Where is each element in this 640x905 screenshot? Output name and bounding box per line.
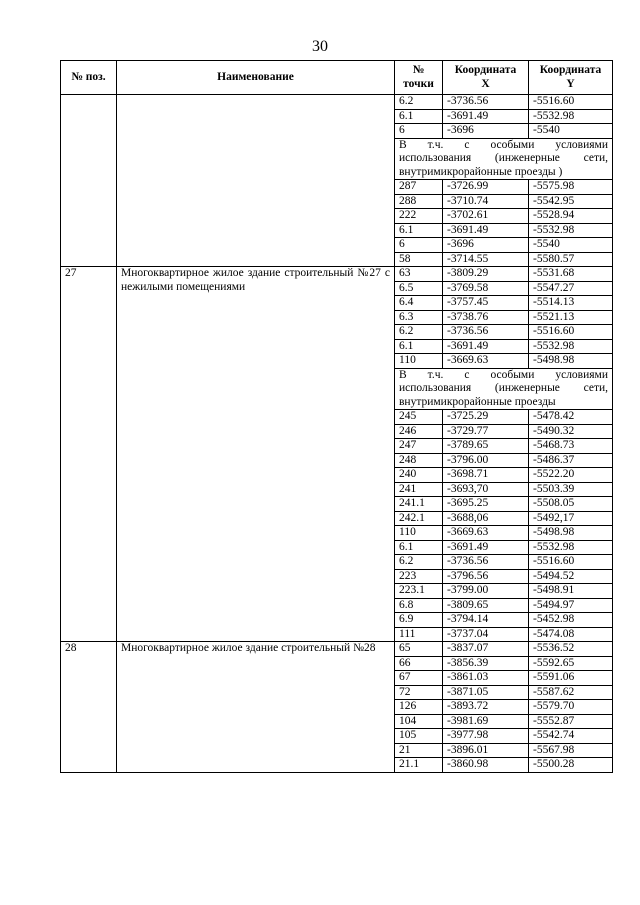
note-line: внутримикрорайонные проезды: [399, 395, 556, 408]
coordinate-x: -3809.65: [443, 598, 529, 613]
point-number: 245: [395, 410, 443, 425]
point-number: 248: [395, 453, 443, 468]
note-line: использования (инженерные сети,: [399, 382, 608, 394]
coordinate-y: -5532.98: [529, 109, 613, 124]
coordinate-x: -3725.29: [443, 410, 529, 425]
coordinate-y: -5567.98: [529, 743, 613, 758]
note-line: внутримикрорайонные проезды ): [399, 165, 563, 178]
coordinate-y: -5542.95: [529, 194, 613, 209]
coordinate-y: -5486.37: [529, 453, 613, 468]
point-number: 6.4: [395, 296, 443, 311]
header-point-line1: №: [412, 64, 425, 76]
coordinate-y: -5494.97: [529, 598, 613, 613]
point-number: 6: [395, 124, 443, 139]
point-number: 223.1: [395, 584, 443, 599]
header-point: [395, 61, 443, 95]
coordinate-x: -3729.77: [443, 424, 529, 439]
header-pos: № поз.: [61, 61, 117, 95]
coordinate-x: -3695.25: [443, 497, 529, 512]
table-row: [61, 642, 613, 657]
table-row: [61, 95, 613, 110]
point-number: 223: [395, 569, 443, 584]
coordinate-y: -5516.60: [529, 95, 613, 110]
coordinate-y: -5500.28: [529, 758, 613, 773]
coordinate-y: -5591.06: [529, 671, 613, 686]
point-number: 287: [395, 180, 443, 195]
coordinate-x: -3799.00: [443, 584, 529, 599]
coordinate-y: -5579.70: [529, 700, 613, 715]
coordinate-x: -3737.04: [443, 627, 529, 642]
point-number: 126: [395, 700, 443, 715]
coordinate-x: -3981.69: [443, 714, 529, 729]
coordinate-x: -3757.45: [443, 296, 529, 311]
table-row: [61, 267, 613, 282]
point-number: 6: [395, 238, 443, 253]
point-number: 247: [395, 439, 443, 454]
point-number: 110: [395, 526, 443, 541]
coordinate-y: -5592.65: [529, 656, 613, 671]
coordinate-x: -3837.07: [443, 642, 529, 657]
point-number: 66: [395, 656, 443, 671]
coordinate-y: -5532.98: [529, 223, 613, 238]
coordinate-x: -3696: [443, 124, 529, 139]
point-number: 6.1: [395, 540, 443, 555]
coordinate-y: -5580.57: [529, 252, 613, 267]
coordinate-y: -5540: [529, 124, 613, 139]
coordinate-y: -5532.98: [529, 540, 613, 555]
coordinates-table: [60, 60, 613, 773]
coordinate-y: -5575.98: [529, 180, 613, 195]
coordinate-x: -3794.14: [443, 613, 529, 628]
coordinate-y: -5521.13: [529, 310, 613, 325]
coordinate-x: -3710.74: [443, 194, 529, 209]
header-name: Наименование: [117, 61, 395, 95]
point-number: 111: [395, 627, 443, 642]
coordinate-x: -3871.05: [443, 685, 529, 700]
point-number: 6.1: [395, 223, 443, 238]
coordinate-y: -5508.05: [529, 497, 613, 512]
coordinate-x: -3691.49: [443, 109, 529, 124]
coordinate-x: -3736.56: [443, 325, 529, 340]
coordinate-y: -5552.87: [529, 714, 613, 729]
coordinate-y: -5532.98: [529, 339, 613, 354]
coordinate-x: -3691.49: [443, 339, 529, 354]
header-point-line2: точки: [403, 77, 434, 90]
point-number: 6.1: [395, 109, 443, 124]
coordinate-y: -5540: [529, 238, 613, 253]
coordinate-y: -5547.27: [529, 281, 613, 296]
coordinate-y: -5478.42: [529, 410, 613, 425]
coordinate-x: -3726.99: [443, 180, 529, 195]
coordinate-x: -3691.49: [443, 223, 529, 238]
point-number: 246: [395, 424, 443, 439]
coordinate-x: -3860.98: [443, 758, 529, 773]
coordinate-x: -3693,70: [443, 482, 529, 497]
point-number: 241: [395, 482, 443, 497]
header-x: [443, 61, 529, 95]
point-number: 6.8: [395, 598, 443, 613]
point-number: 58: [395, 252, 443, 267]
coordinate-x: -3714.55: [443, 252, 529, 267]
point-number: 240: [395, 468, 443, 483]
coordinate-x: -3669.63: [443, 354, 529, 369]
coordinate-x: -3856.39: [443, 656, 529, 671]
coordinate-y: -5528.94: [529, 209, 613, 224]
coordinate-x: -3769.58: [443, 281, 529, 296]
coordinate-y: -5514.13: [529, 296, 613, 311]
position-number: 28: [61, 642, 117, 773]
coordinate-x: -3738.76: [443, 310, 529, 325]
table-body: [61, 95, 613, 773]
point-number: 288: [395, 194, 443, 209]
position-number: [61, 95, 117, 267]
table-header: [61, 61, 613, 95]
page-number: 30: [312, 38, 328, 55]
coordinate-x: -3789.65: [443, 439, 529, 454]
coordinate-x: -3702.61: [443, 209, 529, 224]
point-number: 6.2: [395, 555, 443, 570]
coordinate-y: -5494.52: [529, 569, 613, 584]
point-number: 105: [395, 729, 443, 744]
coordinate-y: -5452.98: [529, 613, 613, 628]
coordinate-y: -5516.60: [529, 555, 613, 570]
coordinate-x: -3861.03: [443, 671, 529, 686]
object-name: Многоквартирное жилое здание строительный №27 с нежилыми помещениями: [117, 267, 395, 642]
note-line: В т.ч. с особыми условиями: [399, 368, 608, 381]
coordinate-x: -3736.56: [443, 95, 529, 110]
coordinate-y: -5492,17: [529, 511, 613, 526]
point-number: 6.9: [395, 613, 443, 628]
point-number: 21: [395, 743, 443, 758]
coordinate-x: -3809.29: [443, 267, 529, 282]
restriction-note: [395, 368, 613, 410]
point-number: 104: [395, 714, 443, 729]
coordinate-y: -5498.98: [529, 526, 613, 541]
coordinate-x: -3669.63: [443, 526, 529, 541]
point-number: 65: [395, 642, 443, 657]
point-number: 63: [395, 267, 443, 282]
coordinate-x: -3688,06: [443, 511, 529, 526]
point-number: 222: [395, 209, 443, 224]
coordinate-y: -5536.52: [529, 642, 613, 657]
point-number: 110: [395, 354, 443, 369]
point-number: 67: [395, 671, 443, 686]
restriction-note: [395, 138, 613, 180]
coordinate-y: -5498.98: [529, 354, 613, 369]
point-number: 6.3: [395, 310, 443, 325]
point-number: 21.1: [395, 758, 443, 773]
object-name: Многоквартирное жилое здание строительный №28: [117, 642, 395, 773]
point-number: 72: [395, 685, 443, 700]
coordinate-x: -3691.49: [443, 540, 529, 555]
header-y-line2: Y: [566, 77, 575, 90]
coordinate-x: -3796.00: [443, 453, 529, 468]
point-number: 242.1: [395, 511, 443, 526]
coordinate-x: -3977.98: [443, 729, 529, 744]
coordinate-x: -3698.71: [443, 468, 529, 483]
header-y-line1: Координата: [539, 64, 602, 76]
object-name: [117, 95, 395, 267]
coordinate-x: -3796.56: [443, 569, 529, 584]
coordinate-y: -5531.68: [529, 267, 613, 282]
coordinate-x: -3896.01: [443, 743, 529, 758]
coordinate-y: -5542.74: [529, 729, 613, 744]
point-number: 6.1: [395, 339, 443, 354]
note-line: использования (инженерные сети,: [399, 152, 608, 164]
coordinate-y: -5503.39: [529, 482, 613, 497]
coordinate-y: -5490.32: [529, 424, 613, 439]
coordinate-x: -3696: [443, 238, 529, 253]
coordinate-y: -5468.73: [529, 439, 613, 454]
point-number: 6.5: [395, 281, 443, 296]
point-number: 241.1: [395, 497, 443, 512]
position-number: 27: [61, 267, 117, 642]
coordinate-x: -3893.72: [443, 700, 529, 715]
coordinate-y: -5516.60: [529, 325, 613, 340]
header-x-line1: Координата: [454, 64, 517, 76]
header-y: [529, 61, 613, 95]
coordinate-y: -5522.20: [529, 468, 613, 483]
coordinate-x: -3736.56: [443, 555, 529, 570]
header-x-line2: X: [481, 77, 490, 90]
coordinate-y: -5587.62: [529, 685, 613, 700]
coordinate-y: -5474.08: [529, 627, 613, 642]
coordinate-y: -5498.91: [529, 584, 613, 599]
point-number: 6.2: [395, 95, 443, 110]
note-line: В т.ч. с особыми условиями: [399, 138, 608, 151]
point-number: 6.2: [395, 325, 443, 340]
